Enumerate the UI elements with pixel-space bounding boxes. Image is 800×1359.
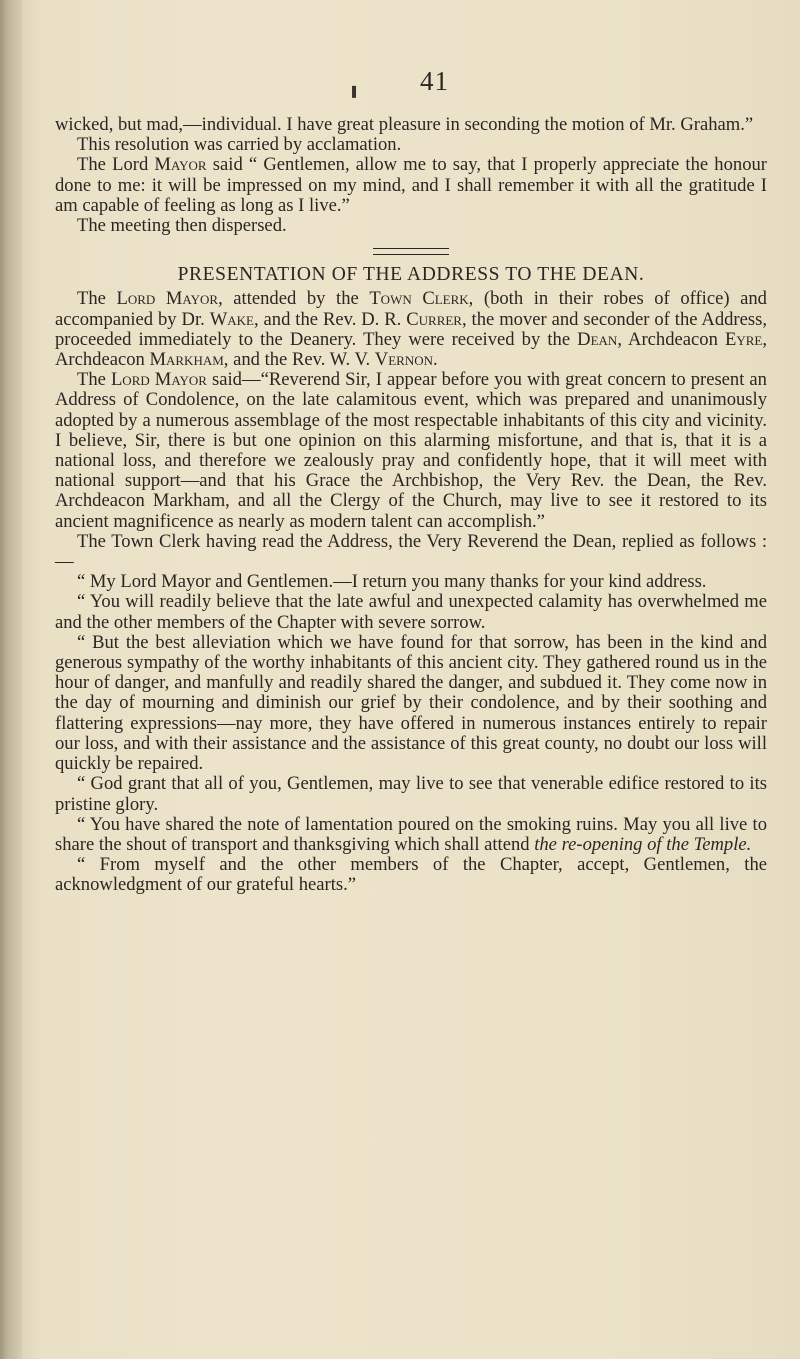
paragraph: “ You will readily believe that the late awful and unexpected calamity has overwhelmed me and the other members of the Chapter with severe sorrow. [55, 591, 767, 633]
text-run: The [77, 288, 117, 310]
paragraph: This resolution was carried by acclamation. [77, 134, 402, 156]
paragraph: wicked, but mad,—individual. I have great pleasure in seconding the motion of Mr. Graham.” [55, 114, 754, 135]
text-run: . [433, 349, 438, 371]
paragraph: “ From myself and the other members of the Chapter, accept, Gentlemen, the acknowledgment of our grateful hearts.” [55, 854, 767, 896]
text-run: The [77, 369, 111, 391]
text-run: Markham [149, 349, 224, 371]
section-divider [373, 248, 449, 255]
text-run: said—“Reverend Sir, I appear before you with great concern to present an Address of Condolence, on the late calamitous event, which was prepared and unanimously adopted by a numerous assemblage of the most respectable inhabitants of this city and vicinity. I believe, Sir, there is but one opinion on this alarming misfortune, and that is, that it is a national loss, and therefore we zealously pray and confidently hope, that it will meet with national support—and that his Grace the Archbishop, the Very Rev. the Dean, the Rev. Archdeacon Markham, and all the Clergy of the Church, may live to see it restored to its ancient magnificence as nearly as modern talent can accomplish.” [55, 369, 767, 532]
text-run: Mayor [154, 154, 207, 176]
text-run: Eyre [724, 328, 763, 350]
text-run: , Archdeacon [55, 328, 767, 371]
paragraph: “ God grant that all of you, Gentlemen, may live to see that venerable edifice restored to its pristine glory. [55, 773, 767, 815]
text-run: Lord Mayor [110, 369, 207, 391]
text-run: Town Clerk [369, 288, 469, 310]
paragraph [55, 815, 767, 855]
text-run: Vernon [374, 349, 434, 371]
text-run: Currer [406, 308, 462, 330]
paragraph: “ My Lord Mayor and Gentlemen.—I return you many thanks for your kind address. [77, 571, 707, 593]
section-heading: PRESENTATION OF THE ADDRESS TO THE DEAN. [177, 264, 645, 286]
paragraph [55, 370, 767, 532]
text-run: Lord Mayor [116, 288, 219, 310]
text-run: , attended by the [218, 288, 370, 310]
text-run: , and the Rev. W. V. [223, 349, 375, 371]
paragraph: “ But the best alleviation which we have found for that sorrow, has been in the kind and generous sympathy of the worthy inhabitants of this ancient city. They gathered round us in the hour of danger, and manfully and readily shared the danger, and subdued it. They come now in the day of mourning and diminish our grief by their condolence, and by their soothing and flattering expressions—nay more, they have offered in numerous instances entirely to repair our loss, and with their assistance and the assistance of this great county, no doubt our loss will quickly be repaired. [55, 631, 767, 775]
binding-gutter [0, 0, 22, 1359]
text-run: , (both in their robes of office) and accompanied by Dr. [55, 288, 767, 330]
text-run: “ You have shared the note of lamentation poured on the smoking ruins. May you all live to share the shout of transport and thanksgiving which shall attend [55, 813, 767, 855]
text-run: , Archdeacon [617, 328, 725, 350]
paragraph [55, 289, 767, 370]
paragraph [55, 155, 767, 216]
text-run: the re-opening of the Temple. [534, 833, 752, 855]
text-run: , and the Rev. D. R. [253, 308, 407, 330]
paragraph: The meeting then dispersed. [77, 215, 287, 237]
text-run: , the mover and seconder of the Address, proceeded immediately to the Deanery. They were received by the [55, 308, 767, 350]
text-run: Wake [209, 308, 254, 330]
body-text [55, 115, 767, 896]
paragraph: The Town Clerk having read the Address, the Very Reverend the Dean, replied as follows :— [55, 530, 767, 573]
ink-mark: ❚ [349, 84, 360, 98]
text-run: said “ Gentlemen, allow me to say, that I properly appreciate the honour done to me: it will be impressed on my mind, and I shall remember it with all the gratitude I am capable of feeling as long as I live.” [55, 154, 767, 216]
text-run: Dean [577, 328, 618, 350]
page-number: 41 [420, 66, 449, 96]
text-run: The Lord [77, 154, 155, 176]
